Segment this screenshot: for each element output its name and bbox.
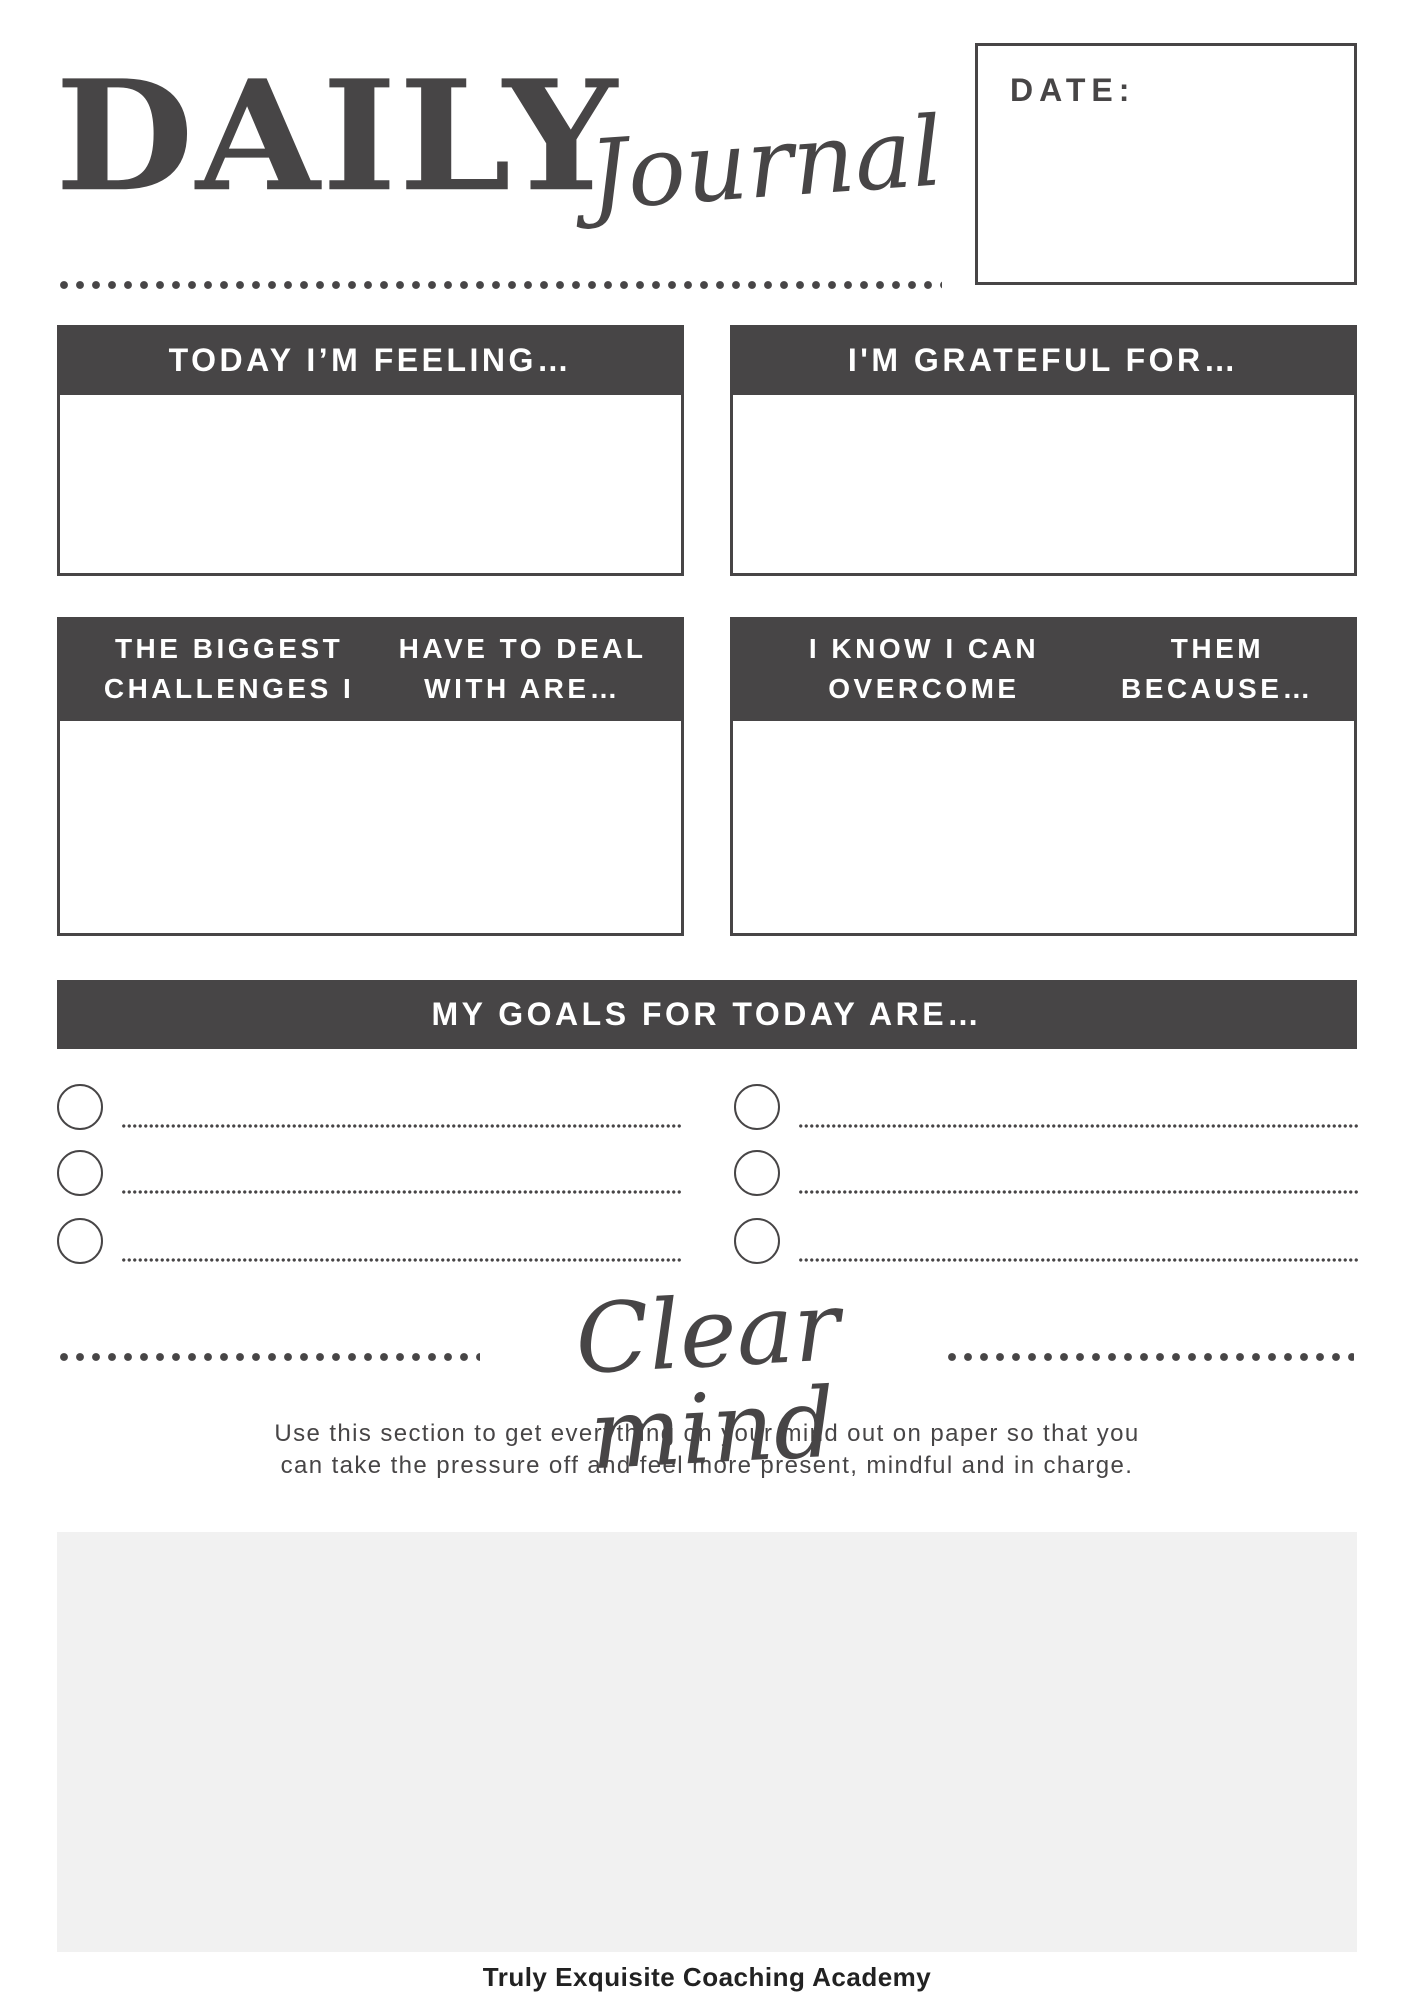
- goal-checkbox[interactable]: [734, 1218, 780, 1264]
- clear-mind-left-divider: [56, 1352, 480, 1362]
- footer-brand: Truly Exquisite Coaching Academy: [482, 1962, 932, 1992]
- goal-line[interactable]: [121, 1258, 683, 1262]
- clear-mind-description: [150, 1418, 1264, 1482]
- grateful-header: I'M GRATEFUL FOR…: [730, 325, 1357, 395]
- description-line2: can take the pressure off and feel more present, mindful and in charge.: [280, 1452, 1134, 1479]
- goal-checkbox[interactable]: [57, 1084, 103, 1130]
- feeling-section: [57, 325, 684, 576]
- goal-item: [734, 1150, 1360, 1196]
- goal-item: [57, 1218, 683, 1264]
- overcome-header-line2: THEM BECAUSE…: [1120, 633, 1314, 704]
- goal-line[interactable]: [798, 1258, 1360, 1262]
- goal-item: [734, 1084, 1360, 1130]
- challenges-header-line1: THE BIGGEST CHALLENGES I: [103, 633, 355, 704]
- goal-checkbox[interactable]: [734, 1150, 780, 1196]
- page-title-daily: DAILY: [55, 46, 620, 226]
- goal-checkbox[interactable]: [57, 1218, 103, 1264]
- overcome-section: [730, 617, 1357, 936]
- goal-item: [57, 1084, 683, 1130]
- overcome-input-box[interactable]: [730, 721, 1357, 936]
- feeling-input-box[interactable]: [57, 395, 684, 576]
- grateful-section: [730, 325, 1357, 576]
- date-label: DATE:: [1010, 72, 1136, 108]
- overcome-header: [730, 617, 1357, 721]
- goal-checkbox[interactable]: [734, 1084, 780, 1130]
- clear-mind-right-divider: [944, 1352, 1354, 1362]
- grateful-input-box[interactable]: [730, 395, 1357, 576]
- clear-mind-notes-area[interactable]: [57, 1532, 1357, 1952]
- overcome-header-line1: I KNOW I CAN OVERCOME: [808, 633, 1040, 704]
- page-title-journal: Journal: [585, 95, 947, 232]
- goal-item: [734, 1218, 1360, 1264]
- challenges-header: [57, 617, 684, 721]
- top-dotted-divider: [56, 280, 942, 290]
- goal-line[interactable]: [798, 1190, 1360, 1194]
- feeling-header: TODAY I’M FEELING…: [57, 325, 684, 395]
- goal-checkbox[interactable]: [57, 1150, 103, 1196]
- goal-item: [57, 1150, 683, 1196]
- clear-mind-title: Clear mind: [572, 1270, 843, 1492]
- description-line1: Use this section to get everything on your mind out on paper so that you: [274, 1420, 1140, 1447]
- goals-header: MY GOALS FOR TODAY ARE…: [57, 980, 1357, 1049]
- challenges-header-line2: HAVE TO DEAL WITH ARE…: [398, 633, 647, 704]
- goal-line[interactable]: [121, 1124, 683, 1128]
- goal-line[interactable]: [798, 1124, 1360, 1128]
- challenges-input-box[interactable]: [57, 721, 684, 936]
- challenges-section: [57, 617, 684, 936]
- date-box[interactable]: [975, 43, 1357, 285]
- goal-line[interactable]: [121, 1190, 683, 1194]
